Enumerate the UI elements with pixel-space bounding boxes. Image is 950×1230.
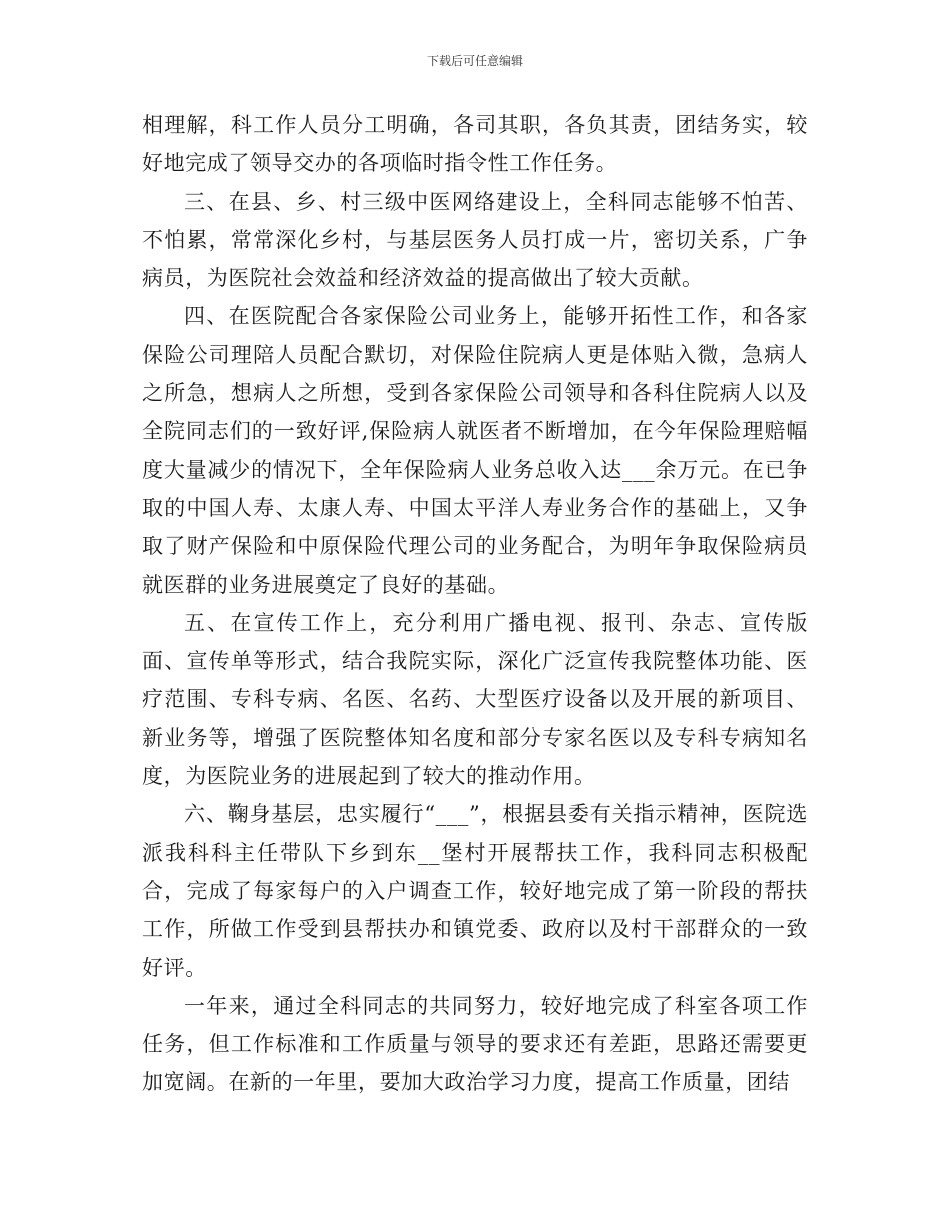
paragraph-summary: 一年来，通过全科同志的共同努力，较好地完成了科室各项工作任务，但工作标准和工作质量与领导的要求还有差距，思路还需要更加宽阔。在新的一年里，要加大政治学习力度，提高工作质量，团结 (142, 993, 808, 1095)
paragraph-section-6: 六、鞠身基层，忠实履行“___”，根据县委有关指示精神，医院选派我科科主任带队下乡到东__堡村开展帮扶工作，我科同志积极配合，完成了每家每户的入户调查工作，较好地完成了第一阶段的帮扶工作，所做工作受到县帮扶办和镇党委、政府以及村干部群众的一致好评。 (142, 802, 808, 980)
paragraph-continuation: 相理解，科工作人员分工明确，各司其职，各负其责，团结务实，较好地完成了领导交办的各项临时指令性工作任务。 (142, 113, 808, 176)
document-body (142, 106, 808, 1102)
page-header: 下载后可任意编辑 (426, 54, 523, 68)
paragraph-section-3: 三、在县、乡、村三级中医网络建设上，全科同志能够不怕苦、不怕累，常常深化乡村，与基层医务人员打成一片，密切关系，广争病员，为医院社会效益和经济效益的提高做出了较大贡献。 (142, 189, 808, 291)
paragraph-section-5: 五、在宣传工作上，充分利用广播电视、报刊、杂志、宣传版面、宣传单等形式，结合我院实际，深化广泛宣传我院整体功能、医疗范围、专科专病、名医、名药、大型医疗设备以及开展的新项目、新业务等，增强了医院整体知名度和部分专家名医以及专科专病知名度，为医院业务的进展起到了较大的推动作用。 (142, 610, 808, 789)
paragraph-section-4: 四、在医院配合各家保险公司业务上，能够开拓性工作，和各家保险公司理陪人员配合默切，对保险住院病人更是体贴入微，急病人之所急，想病人之所想，受到各家保险公司领导和各科住院病人以及全院同志们的一致好评,保险病人就医者不断增加，在今年保险理赔幅度大量减少的情况下，全年保险病人业务总收入达___余万元。在已争取的中国人寿、太康人寿、中国太平洋人寿业务合作的基础上，又争取了财产保险和中原保险代理公司的业务配合，为明年争取保险病员就医群的业务进展奠定了良好的基础。 (142, 304, 808, 597)
